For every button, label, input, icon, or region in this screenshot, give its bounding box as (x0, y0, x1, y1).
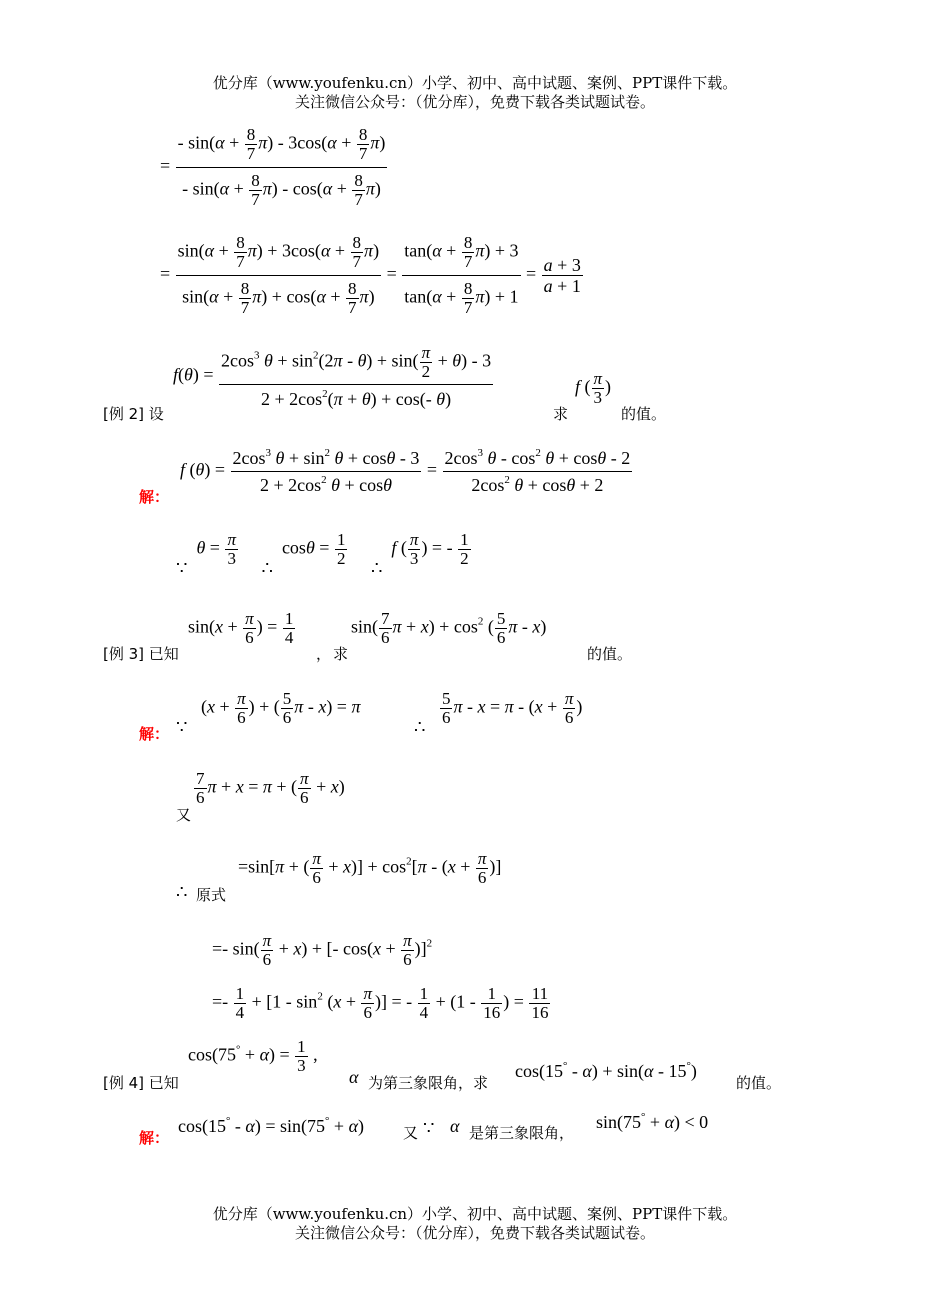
example-2-function: f(θ) = $2\cos^3$ $\theta + \sin^2(2\pi - \theta) + \sin$( $\frac{\pi}{2}$ + θ) - 3 $2 + 2\cos^2(\pi + \theta) + \cos(-$ θ) (173, 343, 492, 409)
example-3-target: sin( $\frac{7}{6}$ $\pi + x) + \cos^2$ ( $\frac{5}{6}$ π - x) (351, 609, 547, 647)
footer-line-1: 优分库（www.youfenku.cn）小学、初中、高中试题、案例、PPT课件下载。 (212, 1205, 738, 1223)
solution-3-line-3: =sin[π + ( $\frac{\pi}{6}$ + $x)] + \cos^2[\pi - (x$ + $\frac{\pi}{6}$ )] (238, 849, 502, 887)
example-4-tail: 的值。 (736, 1074, 782, 1092)
solution-3-line-1b: ∴ $\frac{5}{6}$ π - x = π - (x + $\frac{\pi}{6}$ ) (414, 689, 583, 737)
example-3-label: [例 3] 已知 (103, 645, 179, 663)
header-line-2: 关注微信公众号：（优分库），免费下载各类试题试卷。 (294, 93, 655, 111)
solution-4-line-2: sin(75° + α) < 0 (596, 1111, 709, 1132)
example-4-condition: cos(75° + α) = $\frac{1}{3}$ , (188, 1037, 318, 1075)
you-word: 又 (176, 806, 192, 824)
solution-4-line-1: cos(15° - α) = sin(75° + α) (178, 1115, 365, 1136)
example-3-tail: 的值。 (587, 645, 633, 663)
is-third-quadrant: 是第三象限角， (469, 1124, 575, 1142)
therefore-symbol: ∴ (370, 557, 383, 578)
example-2-target: f ( $\frac{\pi}{3}$ ) (575, 369, 612, 407)
solution-2-line-2: ∵ θ = $\frac{\pi}{3}$ ∴ cosθ = $\frac{1}{2}$ ∴ f ( $\frac{\pi}{3}$ ) = - $\frac{1}{2}$ (176, 530, 469, 578)
alpha-symbol: α (349, 1067, 359, 1087)
example-4-cond: 为第三象限角，求 (368, 1074, 489, 1092)
example-3-condition: sin(x + $\frac{\pi}{6}$ ) = $\frac{1}{4}$ (188, 609, 294, 647)
equation-line-1: = - sin(α + $\frac{8}{7}$ π) - 3cos(α + $\frac{8}{7}$ π) - sin(α + $\frac{8}{7}$ π) - cos(α + $\frac{8}{7}$ π) (160, 125, 386, 209)
because-symbol: ∵ (423, 1118, 435, 1138)
example-4-target: cos(15° - α) + sin(α - 15°) (515, 1060, 697, 1081)
therefore-symbol: ∴ (414, 716, 426, 737)
alpha-symbol-2: α (450, 1116, 460, 1136)
example-2-label: [例 2] 设 (103, 405, 164, 423)
solution-label-4: 解： (139, 1129, 170, 1147)
example-2-tail: 的值。 (621, 405, 667, 423)
footer-line-2: 关注微信公众号：（优分库），免费下载各类试题试卷。 (294, 1224, 655, 1242)
because-symbol: ∵ (176, 557, 188, 578)
solution-2-line-1: f (θ) = $\frac{2\cos^3 \theta + \sin^2 \theta + \cos\theta - 3}{2 + 2\cos^2 \theta + \cos\theta}$ = $\frac{2\cos^3 \theta - \cos^2 \theta + \cos\theta - 2}{2\cos^2 \theta + \cos\theta + 2}$ (180, 447, 631, 495)
solution-3-line-4: =- sin( $\frac{\pi}{6}$ + x) + [- cos(x + $\frac{\pi}{6}$ )]$^2$ (212, 931, 433, 969)
equation-line-2: = sin(α + $\frac{8}{7}$ π) + 3cos(α + $\frac{8}{7}$ π) sin(α + $\frac{8}{7}$ π) + cos(α + $\frac{8}{7}$ π) = tan(α + $\frac{8}{7}$ π) + 3 tan(α + $\frac{8}{7}$ π) + 1 = $\frac{a + 3}{a + 1}$ (160, 233, 581, 317)
solution-3-line-1: ∵ (x + $\frac{\pi}{6}$ ) + ( $\frac{5}{6}$ π - x) = π (176, 689, 361, 737)
solution-label-2: 解： (139, 488, 170, 506)
you-word: 又 (403, 1124, 419, 1142)
header-line-1: 优分库（www.youfenku.cn）小学、初中、高中试题、案例、PPT课件下载。 (212, 74, 738, 92)
example-3-ask: 求 (333, 645, 349, 663)
solution-3-line-2: $\frac{7}{6}$ π + x = π + ( $\frac{\pi}{6}$ + x) (196, 769, 345, 807)
example-4-label: [例 4] 已知 (103, 1074, 179, 1092)
example-3-comma: ， (316, 645, 332, 663)
therefore-symbol: ∴ (176, 882, 188, 902)
because-symbol: ∵ (176, 716, 188, 737)
example-2-ask: 求 (553, 405, 569, 423)
solution-label-3: 解： (139, 725, 170, 743)
original-word: 原式 (196, 886, 227, 904)
solution-3-line-5: =- $\frac{1}{4}$ + [$1 - \sin^2 (x$ + $\frac{\pi}{6}$ )] = - $\frac{1}{4}$ + (1 - $\frac{1}{16}$ ) = $\frac{11}{16}$ (212, 984, 549, 1022)
therefore-symbol: ∴ (261, 557, 273, 578)
